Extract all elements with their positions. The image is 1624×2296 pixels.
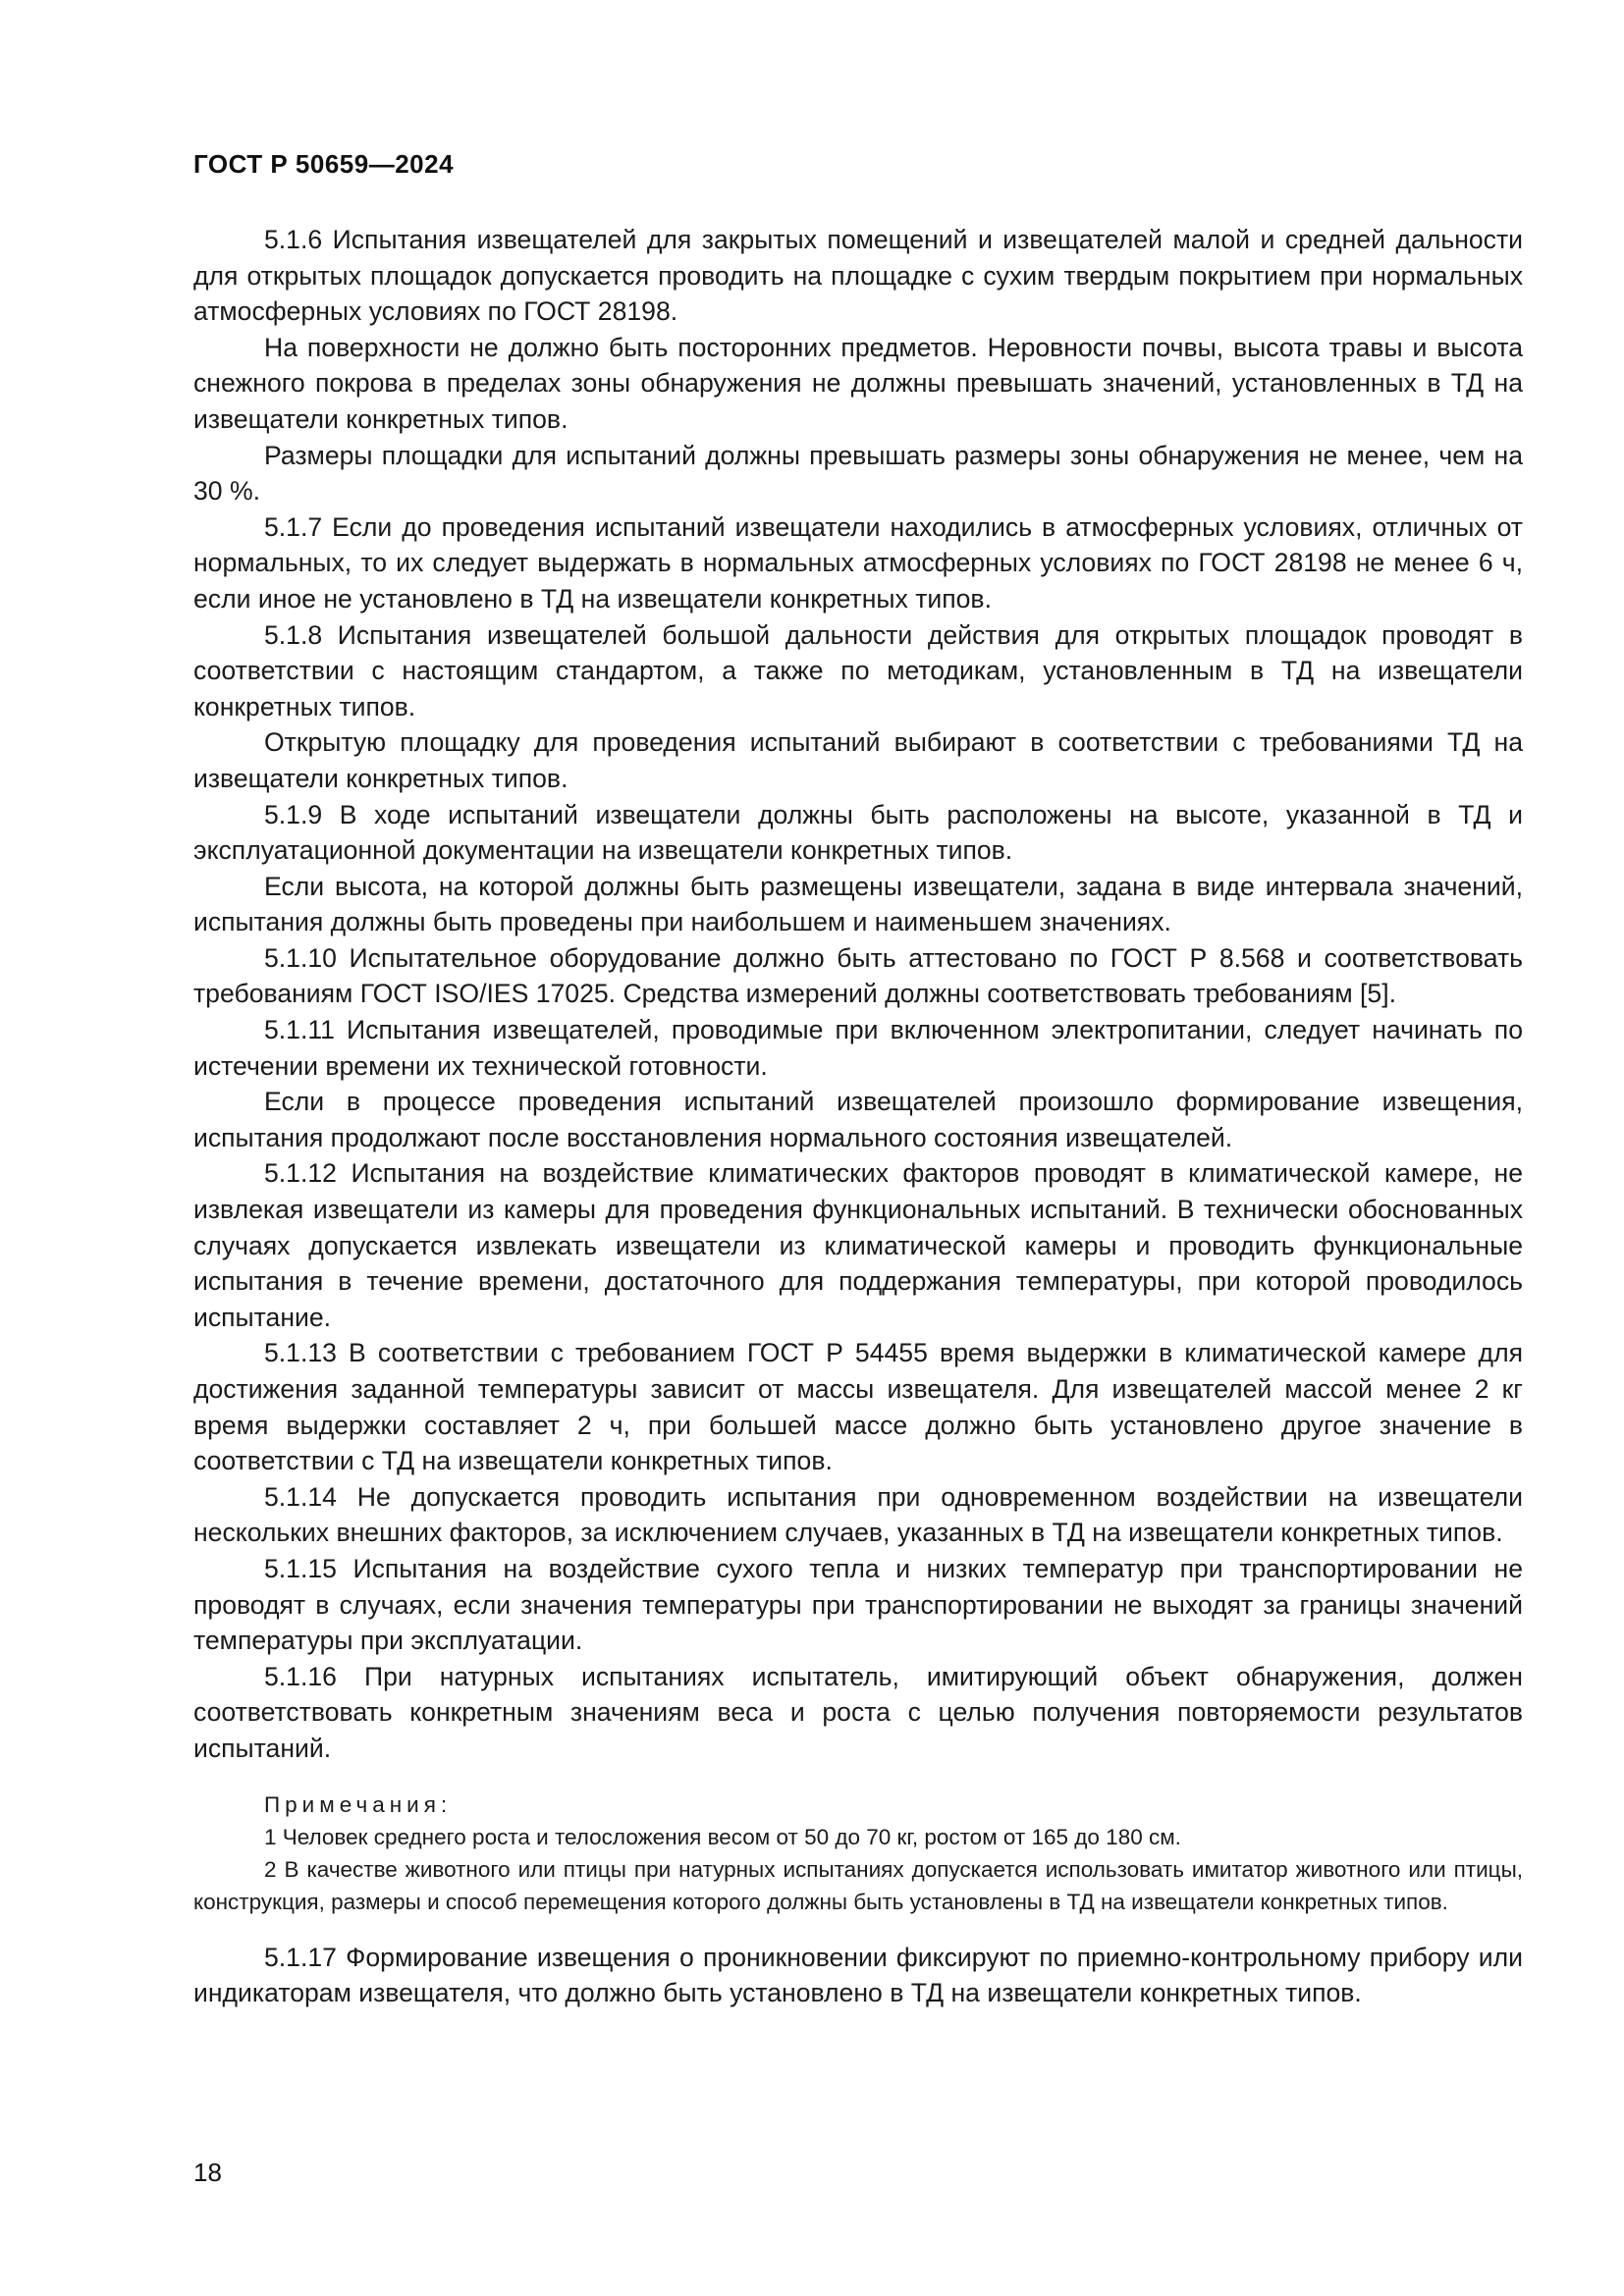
note-item: 2 В качестве животного или птицы при натурных испытаниях допускается использовать имитатор животного или птицы, конструкция, размеры и способ перемещения которого должны быть установлены в ТД на извещатели конкретных типов. — [193, 1856, 1523, 1914]
note-item: 1 Человек среднего роста и телосложения весом от 50 до 70 кг, ростом от 165 до 180 см. — [264, 1824, 1181, 1849]
page-number: 18 — [193, 2158, 222, 2187]
notes-title: Примечания: — [264, 1791, 453, 1817]
notes-block — [193, 1789, 1523, 1918]
paragraph-5-1-9: 5.1.9 В ходе испытаний извещатели должны быть расположены на высоте, указанной в ТД и эксплуатационной документации на извещатели конкретных типов. — [193, 799, 1523, 866]
paragraph-5-1-12: 5.1.12 Испытания на воздействие климатических факторов проводят в климатической камере, не извлекая извещатели из камеры для проведения функциональных испытаний. В технически обоснованных случаях допускается извлекать извещатели из климатической камеры и проводить функциональные испытания в течение времени, достаточного для поддержания температуры, при которой проводилось испытание. — [193, 1158, 1523, 1332]
paragraph-5-1-13: 5.1.13 В соответствии с требованием ГОСТ Р 54455 время выдержки в климатической камере для достижения заданной температуры зависит от массы извещателя. Для извещателей массой менее 2 кг время выдержки составляет 2 ч, при большей массе должно быть установлено другое значение в соответствии с ТД на извещатели конкретных типов. — [193, 1338, 1523, 1476]
paragraph: Если в процессе проведения испытаний извещателей произошло формирование извещения, испытания продолжают после восстановления нормального состояния извещателей. — [193, 1087, 1523, 1152]
paragraph: Открытую площадку для проведения испытаний выбирают в соответствии с требованиями ТД на извещатели конкретных типов. — [193, 727, 1523, 793]
paragraph-5-1-16: 5.1.16 При натурных испытаниях испытатель, имитирующий объект обнаружения, должен соответствовать конкретным значениям веса и роста с целью получения повторяемости результатов испытаний. — [193, 1661, 1523, 1763]
paragraph: На поверхности не должно быть посторонних предметов. Неровности почвы, высота травы и высота снежного покрова в пределах зоны обнаружения не должны превышать значений, установленных в ТД на извещатели конкретных типов. — [193, 332, 1523, 434]
paragraph-5-1-11: 5.1.11 Испытания извещателей, проводимые при включенном электропитании, следует начинать по истечении времени их технической готовности. — [193, 1015, 1523, 1081]
paragraph-5-1-8: 5.1.8 Испытания извещателей большой дальности действия для открытых площадок проводят в соответствии с настоящим стандартом, а также по методикам, установленным в ТД на извещатели конкретных типов. — [193, 619, 1523, 721]
paragraph-5-1-15: 5.1.15 Испытания на воздействие сухого тепла и низких температур при транспортировании не проводят в случаях, если значения температуры при транспортировании не выходят за границы значений температуры при эксплуатации. — [193, 1553, 1523, 1656]
paragraph-5-1-14: 5.1.14 Не допускается проводить испытания при одновременном воздействии на извещатели нескольких внешних факторов, за исключением случаев, указанных в ТД на извещатели конкретных типов. — [193, 1481, 1523, 1548]
final-section — [193, 1940, 1523, 2011]
paragraph-5-1-7: 5.1.7 Если до проведения испытаний извещатели находились в атмосферных условиях, отличных от нормальных, то их следует выдержать в нормальных атмосферных условиях по ГОСТ 28198 не менее 6 ч, если иное не установлено в ТД на извещатели конкретных типов. — [193, 511, 1523, 614]
standard-header: ГОСТ Р 50659—2024 — [193, 149, 455, 179]
paragraph-5-1-10: 5.1.10 Испытательное оборудование должно быть аттестовано по ГОСТ Р 8.568 и соответствовать требованиям ГОСТ ISO/IES 17025. Средства измерений должны соответствовать требованиям [5]. — [193, 942, 1523, 1009]
body-text — [193, 222, 1523, 2011]
paragraph-5-1-6: 5.1.6 Испытания извещателей для закрытых помещений и извещателей малой и средней дальности для открытых площадок допускается проводить на площадке с сухим твердым покрытием при нормальных атмосферных условиях по ГОСТ 28198. — [193, 225, 1523, 327]
paragraph: Если высота, на которой должны быть размещены извещатели, задана в виде интервала значений, испытания должны быть проведены при наибольшем и наименьшем значениях. — [193, 871, 1523, 937]
paragraph: Размеры площадки для испытаний должны превышать размеры зоны обнаружения не менее, чем на 30 %. — [193, 440, 1523, 507]
paragraph-5-1-17: 5.1.17 Формирование извещения о проникновении фиксируют по приемно-контрольному прибору или индикаторам извещателя, что должно быть установлено в ТД на извещатели конкретных типов. — [193, 1942, 1523, 2008]
